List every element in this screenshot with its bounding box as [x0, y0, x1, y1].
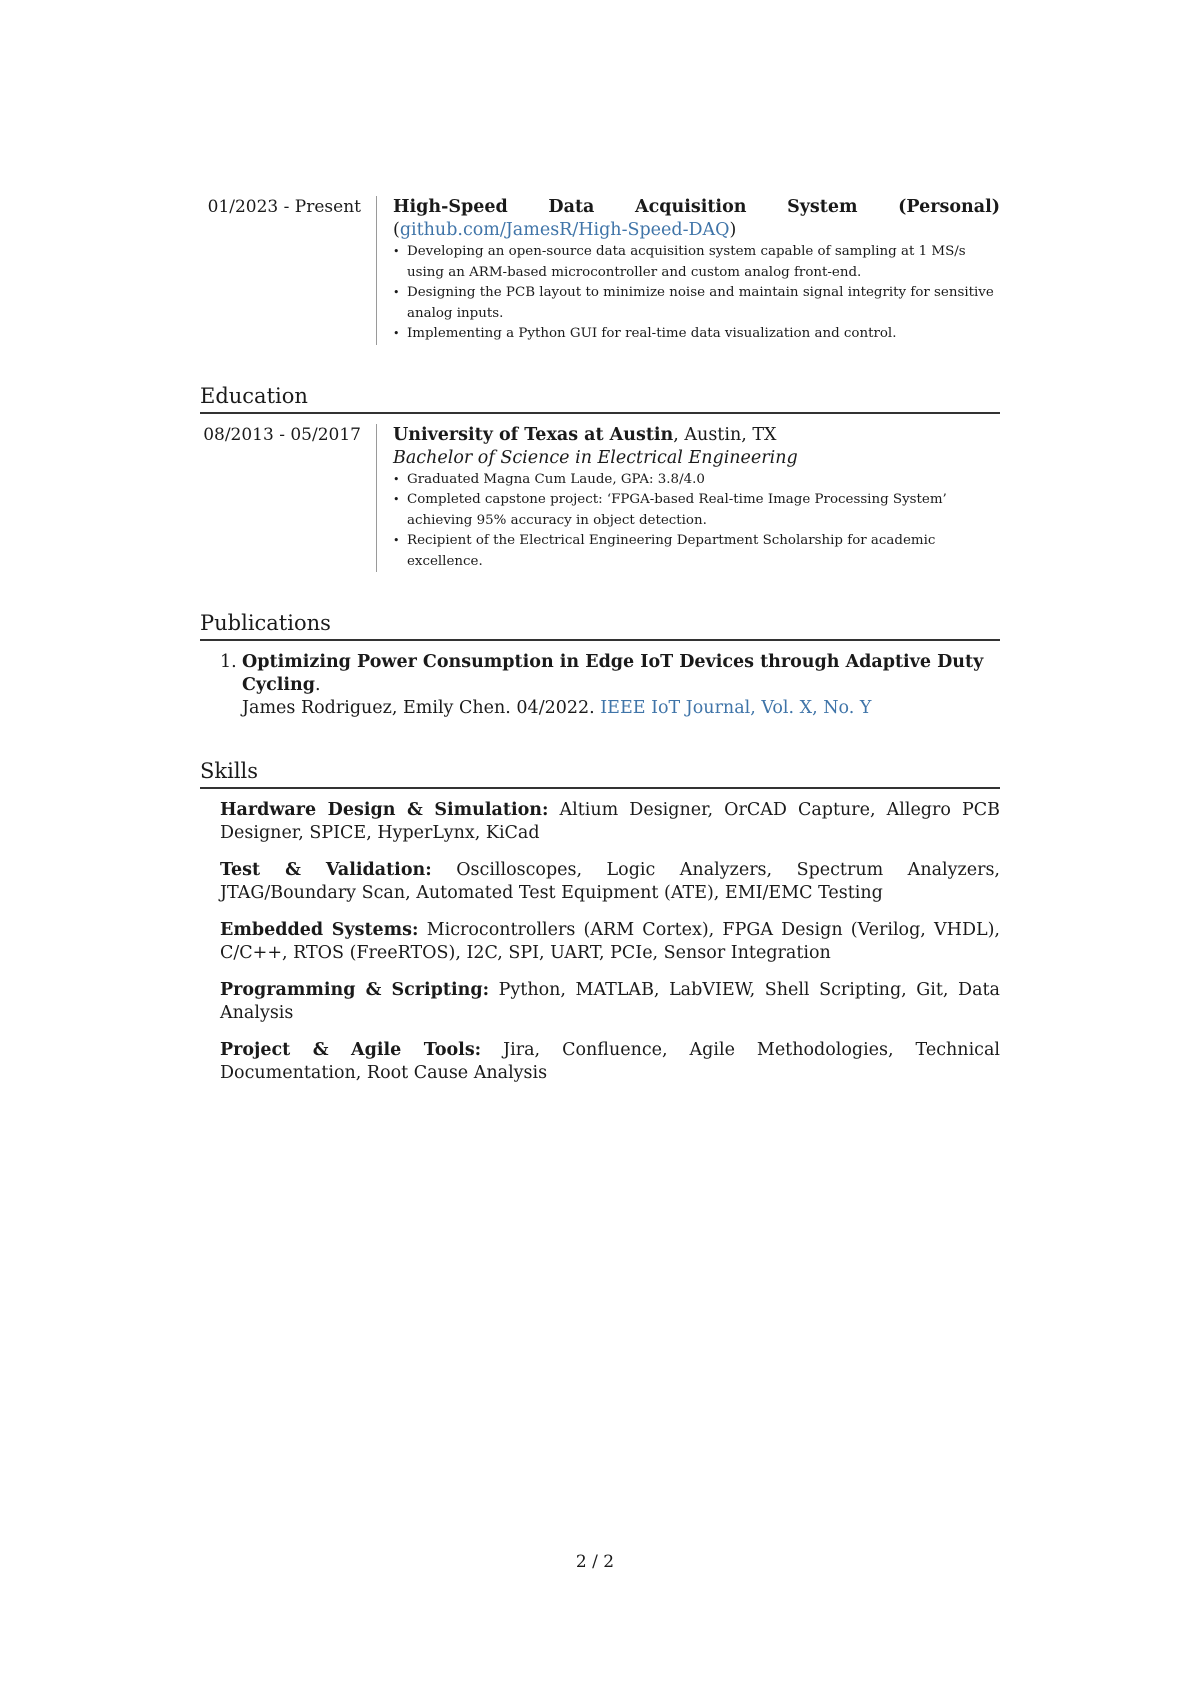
entry-date: 08/2013 - 05/2017 — [203, 424, 361, 445]
skill-value: Altium Designer, OrCAD Capture, Allegro PCB Designer, SPICE, HyperLynx, KiCad — [220, 800, 1000, 843]
skill-name: Test & Validation: — [220, 860, 432, 880]
project-bullets — [393, 242, 1000, 345]
skill-name: Embedded Systems: — [220, 920, 419, 940]
bullet-item: • Recipient of the Electrical Engineering Department Scholarship for academic excellence. — [393, 531, 1000, 572]
skill-name: Programming & Scripting: — [220, 980, 490, 1000]
publication-title-end: . — [315, 675, 321, 695]
publication-number: 1. — [220, 652, 237, 672]
paren-close: ) — [729, 220, 737, 240]
entry-title-line — [393, 196, 1000, 242]
project-entry — [200, 196, 1000, 345]
skill-item — [200, 1039, 1000, 1085]
bullet-item: • Graduated Magna Cum Laude, GPA: 3.8/4.0 — [393, 470, 1000, 491]
entry-body — [376, 424, 1000, 573]
project-title: High-Speed Data Acquisition System (Personal) — [393, 197, 1000, 217]
skill-item — [200, 919, 1000, 965]
skill-value: Python, MATLAB, LabVIEW, Shell Scripting, Git, Data Analysis — [220, 980, 1000, 1023]
resume-page — [200, 196, 1000, 1099]
entry-date: 01/2023 - Present — [207, 197, 361, 217]
project-link[interactable]: github.com/JamesR/High-Speed-DAQ — [399, 220, 730, 240]
section-heading-skills: Skills — [200, 758, 1000, 789]
skill-name: Hardware Design & Simulation: — [220, 800, 549, 820]
education-section — [200, 383, 1000, 573]
skill-item — [200, 859, 1000, 905]
publication-body — [242, 651, 1000, 720]
publication-authors: James Rodriguez, Emily Chen. 04/2022. — [242, 698, 595, 718]
institution-location: , Austin, TX — [673, 424, 777, 445]
bullet-item: • Implementing a Python GUI for real-time data visualization and control. — [393, 324, 1000, 345]
publication-item — [200, 651, 1000, 720]
publication-meta — [242, 697, 1000, 720]
page-number: 2 / 2 — [575, 1552, 615, 1572]
bullet-item: • Completed capstone project: ‘FPGA-based Real-time Image Processing System’ achieving 95% accuracy in object detection. — [393, 490, 1000, 531]
skill-item — [200, 979, 1000, 1025]
skill-name: Project & Agile Tools: — [220, 1040, 482, 1060]
bullet-item: • Designing the PCB layout to minimize noise and maintain signal integrity for sensitive analog inputs. — [393, 283, 1000, 324]
section-heading-education: Education — [200, 383, 1000, 414]
skill-value: Microcontrollers (ARM Cortex), FPGA Design (Verilog, VHDL), C/C++, RTOS (FreeRTOS), I2C, SPI, UART, PCIe, Sensor Integration — [220, 920, 1000, 963]
education-entry — [200, 424, 1000, 573]
degree: Bachelor of Science in Electrical Engineering — [393, 447, 798, 468]
section-heading-publications: Publications — [200, 610, 1000, 641]
skill-value: Jira, Confluence, Agile Methodologies, Technical Documentation, Root Cause Analysis — [220, 1040, 1000, 1083]
entry-body — [376, 196, 1000, 345]
publication-title: Optimizing Power Consumption in Edge IoT Devices through Adaptive Duty Cycling — [242, 652, 984, 695]
publication-title-line — [242, 651, 1000, 697]
entry-title-line — [393, 424, 1000, 447]
paren-open: ( — [393, 220, 400, 240]
publications-section — [200, 610, 1000, 720]
skill-value: Oscilloscopes, Logic Analyzers, Spectrum Analyzers, JTAG/Boundary Scan, Automated Test Equipment (ATE), EMI/EMC Testing — [220, 860, 1000, 903]
skills-section — [200, 758, 1000, 1085]
skill-item — [200, 799, 1000, 845]
publication-venue-link[interactable]: IEEE IoT Journal, Vol. X, No. Y — [600, 698, 872, 718]
institution-name: University of Texas at Austin — [393, 424, 674, 445]
bullet-item: • Developing an open-source data acquisition system capable of sampling at 1 MS/s using an ARM-based microcontroller and custom analog front-end. — [393, 242, 1000, 283]
education-bullets — [393, 470, 1000, 573]
